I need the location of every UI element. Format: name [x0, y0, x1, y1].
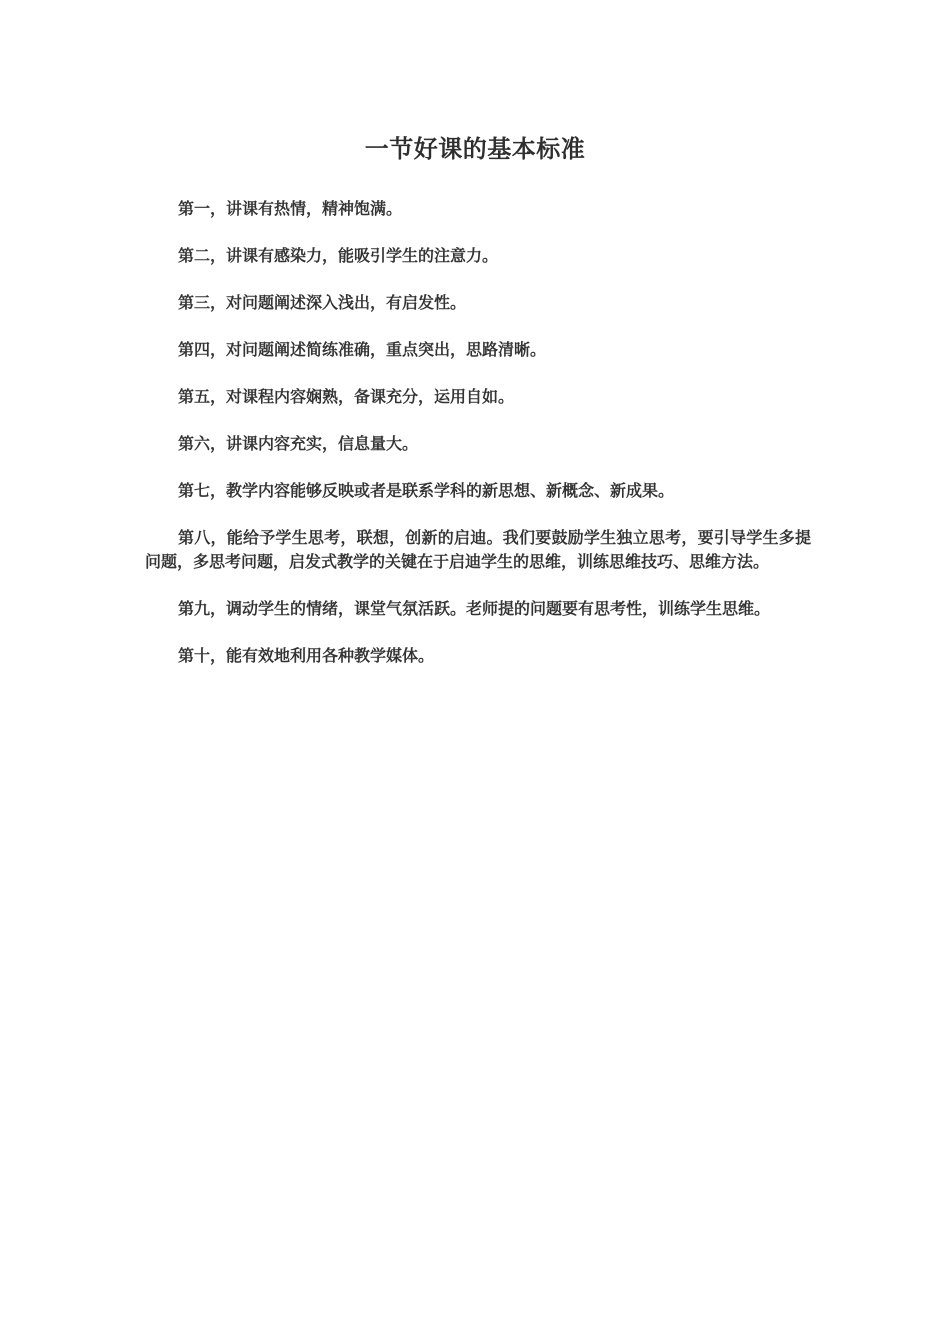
paragraph-10: 第十，能有效地利用各种教学媒体。	[178, 646, 435, 665]
paragraph-9: 第九，调动学生的情绪，课堂气氛活跃。老师提的问题要有思考性，训练学生思维。	[178, 599, 771, 618]
paragraph-5: 第五，对课程内容娴熟，备课充分，运用自如。	[178, 387, 515, 406]
paragraph-8: 第八，能给予学生思考，联想，创新的启迪。我们要鼓励学生独立思考，要引导学生多提问题，多思考问题，启发式教学的关键在于启迪学生的思维，训练思维技巧、思维方法。	[145, 528, 811, 571]
paragraph-3: 第三，对问题阐述深入浅出，有启发性。	[178, 293, 467, 312]
paragraph-2: 第二，讲课有感染力，能吸引学生的注意力。	[178, 246, 499, 265]
paragraph-1: 第一，讲课有热情，精神饱满。	[178, 199, 403, 218]
paragraph-4: 第四，对问题阐述简练准确，重点突出，思路清晰。	[178, 340, 547, 359]
document-body	[145, 197, 811, 691]
paragraph-6: 第六，讲课内容充实，信息量大。	[178, 434, 419, 453]
paragraph-7: 第七，教学内容能够反映或者是联系学科的新思想、新概念、新成果。	[178, 481, 675, 500]
document-title: 一节好课的基本标准	[364, 134, 586, 163]
